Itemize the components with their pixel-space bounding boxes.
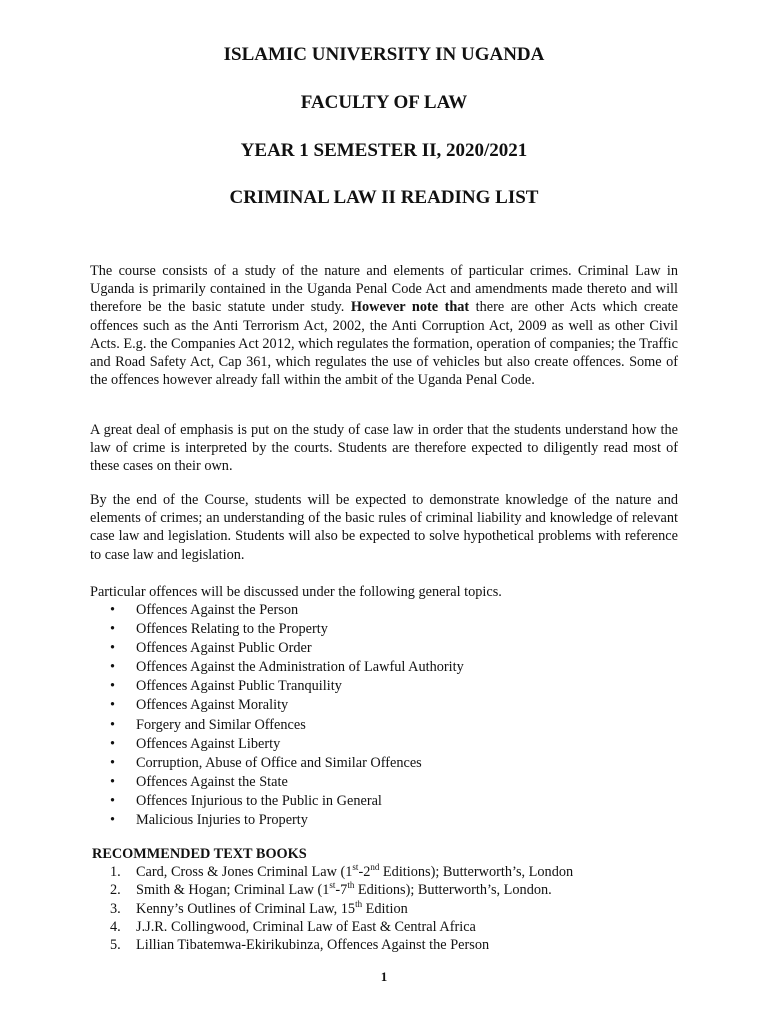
superscript: th <box>355 898 363 909</box>
bullet-icon: • <box>110 621 116 638</box>
list-item <box>110 677 464 696</box>
bullet-icon: • <box>110 773 116 790</box>
bullet-icon: • <box>110 754 116 771</box>
topic-label: Malicious Injuries to Property <box>136 812 308 829</box>
item-number: 5. <box>110 937 121 954</box>
bullet-icon: • <box>110 792 116 809</box>
bullet-icon: • <box>110 716 116 733</box>
item-number: 2. <box>110 882 121 899</box>
bullet-icon: • <box>110 678 116 695</box>
book-text: Kenny’s Outlines of Criminal Law, 15 <box>136 900 356 917</box>
list-item <box>110 918 573 936</box>
topic-label: Offences Against the State <box>136 773 288 790</box>
bullet-icon: • <box>110 735 116 752</box>
list-item <box>110 900 573 918</box>
list-item <box>110 811 464 830</box>
book-text: Editions); Butterworth’s, London <box>379 864 574 880</box>
paragraph-text: The course consists of a study of the nature and elements of particular crimes. Criminal Law in Uganda is primarily contained in the Uganda Penal Code Act and amendments made thereto and will therefore be the basic statute under study. <box>90 263 678 316</box>
bullet-icon: • <box>110 812 116 829</box>
emphasis-text: However note that <box>350 299 470 316</box>
topics-intro: Particular offences will be discussed under the following general topics. <box>90 584 502 600</box>
list-item <box>110 792 464 811</box>
faculty-heading: FACULTY OF LAW <box>300 92 468 113</box>
reading-list-title: CRIMINAL LAW II READING LIST <box>229 187 539 208</box>
topics-list <box>110 601 464 830</box>
bullet-icon: • <box>110 659 116 676</box>
list-item <box>110 863 573 881</box>
superscript: st <box>329 880 336 891</box>
page-number: 1 <box>380 969 388 984</box>
item-number: 4. <box>110 918 121 935</box>
topic-label: Offences Against Morality <box>136 697 289 714</box>
list-item <box>110 881 573 899</box>
paragraph-text: there are other Acts which create offences such as the Anti Terrorism Act, 2002, the Anti Corruption Act, 2009 as well as other Civil Acts. E.g. the Companies Act 2012, which regulates the formation, operation of companies; the Traffic and Road Safety Act, Cap 361, which regulates the use of vehicles but also create offences. Some of the offences however already fall within the ambit of the Uganda Penal Code. <box>90 299 678 389</box>
textbooks-list <box>110 863 573 954</box>
book-text: Editions); Butterworth’s, London. <box>354 882 552 899</box>
book-text: Edition <box>362 900 408 917</box>
superscript: th <box>347 880 355 891</box>
list-item <box>110 936 573 954</box>
textbooks-heading: RECOMMENDED TEXT BOOKS <box>92 846 307 862</box>
semester-heading: YEAR 1 SEMESTER II, 2020/2021 <box>240 140 528 161</box>
book-text: J.J.R. Collingwood, Criminal Law of East & Central Africa <box>136 918 476 935</box>
superscript: st <box>352 862 359 873</box>
list-item <box>110 658 464 677</box>
course-description-paragraph <box>90 262 678 389</box>
list-item <box>110 773 464 792</box>
topic-label: Corruption, Abuse of Office and Similar Offences <box>136 754 422 771</box>
book-text: Lillian Tibatemwa-Ekirikubinza, Offences Against the Person <box>136 937 490 954</box>
topic-label: Forgery and Similar Offences <box>136 716 306 733</box>
topic-label: Offences Against Public Tranquility <box>136 678 342 695</box>
book-text: -7 <box>335 882 348 899</box>
item-number: 1. <box>110 864 121 880</box>
book-text: Card, Cross & Jones Criminal Law (1 <box>136 864 353 880</box>
bullet-icon: • <box>110 602 116 618</box>
topic-label: Offences Relating to the Property <box>136 621 328 638</box>
item-number: 3. <box>110 900 121 917</box>
bullet-icon: • <box>110 697 116 714</box>
list-item <box>110 696 464 715</box>
list-item <box>110 601 464 620</box>
topic-label: Offences Injurious to the Public in General <box>136 792 382 809</box>
list-item <box>110 620 464 639</box>
list-item <box>110 716 464 735</box>
list-item <box>110 735 464 754</box>
bullet-icon: • <box>110 640 116 657</box>
learning-outcomes-paragraph: By the end of the Course, students will be expected to demonstrate knowledge of the nature and elements of crimes; an understanding of the basic rules of criminal liability and knowledge of relevant case law and legislation. Students will also be expected to solve hypothetical problems with reference to case law and legislation. <box>90 492 678 563</box>
book-text: -2 <box>358 864 371 880</box>
topic-label: Offences Against the Administration of Lawful Authority <box>136 659 464 676</box>
list-item <box>110 639 464 658</box>
university-heading: ISLAMIC UNIVERSITY IN UGANDA <box>223 44 545 65</box>
topic-label: Offences Against Liberty <box>136 735 281 752</box>
list-item <box>110 754 464 773</box>
superscript: nd <box>370 862 380 873</box>
book-text: Smith & Hogan; Criminal Law (1 <box>136 882 330 899</box>
topic-label: Offences Against the Person <box>136 602 299 618</box>
topic-label: Offences Against Public Order <box>136 640 312 657</box>
case-law-paragraph: A great deal of emphasis is put on the study of case law in order that the students understand how the law of crime is interpreted by the courts. Students are therefore expected to diligently read most of these cases on their own. <box>90 422 678 475</box>
